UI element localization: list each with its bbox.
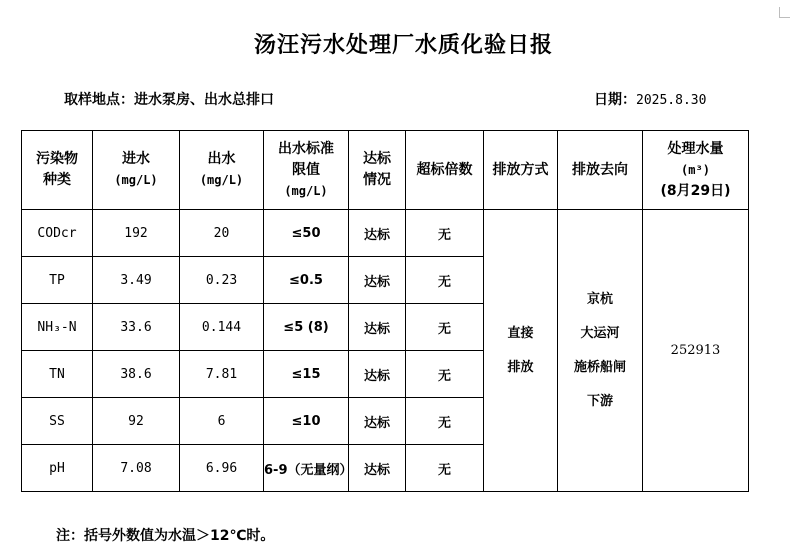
date-value: 2025.8.30 xyxy=(636,93,707,108)
limit-value: ≤50 xyxy=(264,210,349,257)
report-date xyxy=(594,89,706,109)
header-exceed: 超标倍数 xyxy=(406,131,484,210)
table-row xyxy=(22,210,749,257)
pollutant-name: CODcr xyxy=(22,210,93,257)
exceed-multiple: 无 xyxy=(406,351,484,398)
influent-value: 33.6 xyxy=(93,304,180,351)
pollutant-name: SS xyxy=(22,398,93,445)
exceed-multiple: 无 xyxy=(406,257,484,304)
page-corner-mark xyxy=(779,7,790,18)
effluent-value: 0.23 xyxy=(180,257,264,304)
compliance-status: 达标 xyxy=(349,351,406,398)
effluent-value: 6.96 xyxy=(180,445,264,492)
limit-value: ≤10 xyxy=(264,398,349,445)
treated-volume: 252913 xyxy=(643,210,749,492)
report-title: 汤汪污水处理厂水质化验日报 xyxy=(253,32,553,58)
discharge-destination: 京杭 大运河 施桥船闸 下游 xyxy=(558,210,643,492)
exceed-multiple: 无 xyxy=(406,398,484,445)
header-discharge-method: 排放方式 xyxy=(484,131,558,210)
pollutant-name: NH₃-N xyxy=(22,304,93,351)
compliance-status: 达标 xyxy=(349,210,406,257)
header-limit: 出水标准 限值 (mg/L) xyxy=(264,131,349,210)
compliance-status: 达标 xyxy=(349,398,406,445)
exceed-multiple: 无 xyxy=(406,210,484,257)
header-effluent: 出水 (mg/L) xyxy=(180,131,264,210)
limit-value: ≤15 xyxy=(264,351,349,398)
pollutant-name: pH xyxy=(22,445,93,492)
sampling-location: 取样地点：进水泵房、出水总排口 xyxy=(64,92,274,108)
compliance-status: 达标 xyxy=(349,445,406,492)
effluent-value: 0.144 xyxy=(180,304,264,351)
header-pollutant: 污染物 种类 xyxy=(22,131,93,210)
date-label: 日期： xyxy=(594,92,636,108)
header-discharge-dest: 排放去向 xyxy=(558,131,643,210)
effluent-value: 7.81 xyxy=(180,351,264,398)
influent-value: 7.08 xyxy=(93,445,180,492)
limit-value: 6-9（无量纲） xyxy=(264,445,349,492)
header-row xyxy=(22,131,749,210)
influent-value: 3.49 xyxy=(93,257,180,304)
limit-value: ≤5 (8) xyxy=(264,304,349,351)
effluent-value: 20 xyxy=(180,210,264,257)
limit-value: ≤0.5 xyxy=(264,257,349,304)
exceed-multiple: 无 xyxy=(406,304,484,351)
discharge-method: 直接 排放 xyxy=(484,210,558,492)
pollutant-name: TN xyxy=(22,351,93,398)
header-volume: 处理水量 (m³) (8月29日) xyxy=(643,131,749,210)
header-compliance: 达标 情况 xyxy=(349,131,406,210)
footnote: 注：括号外数值为水温＞12℃时。 xyxy=(56,528,275,544)
header-influent: 进水 (mg/L) xyxy=(93,131,180,210)
effluent-value: 6 xyxy=(180,398,264,445)
water-quality-table xyxy=(21,130,749,492)
compliance-status: 达标 xyxy=(349,304,406,351)
pollutant-name: TP xyxy=(22,257,93,304)
influent-value: 192 xyxy=(93,210,180,257)
influent-value: 38.6 xyxy=(93,351,180,398)
exceed-multiple: 无 xyxy=(406,445,484,492)
compliance-status: 达标 xyxy=(349,257,406,304)
influent-value: 92 xyxy=(93,398,180,445)
